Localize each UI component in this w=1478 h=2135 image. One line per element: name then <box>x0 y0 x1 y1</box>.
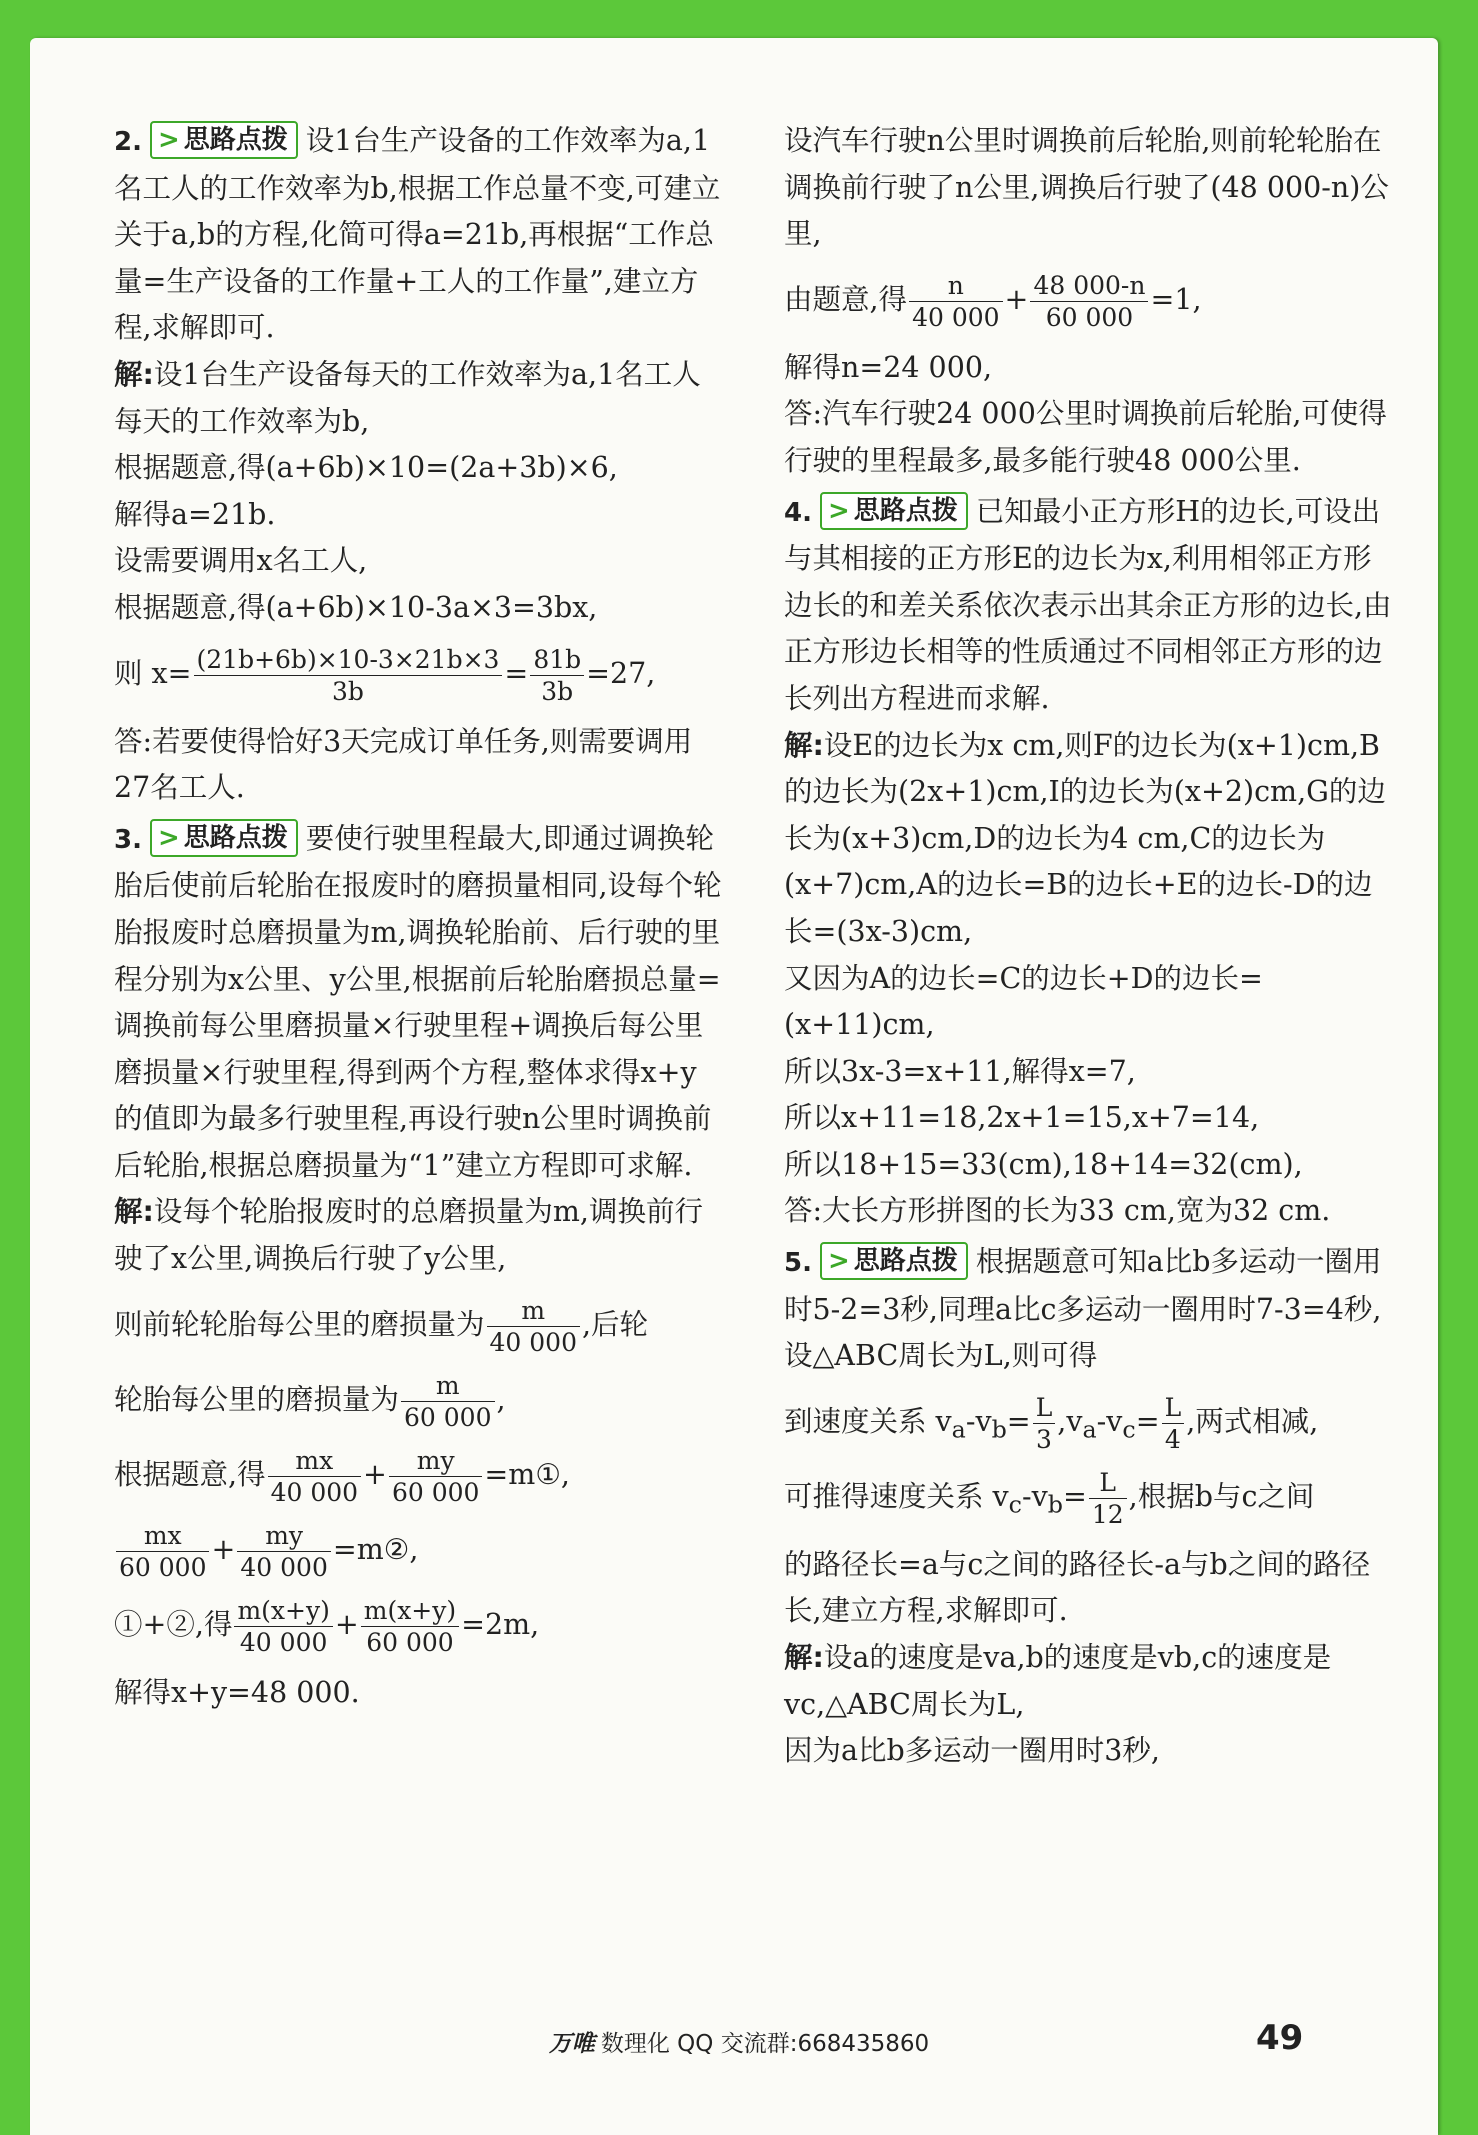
fraction: $\frac{L}{3}$ <box>1033 1392 1056 1455</box>
solution-line: 设每个轮胎报废时的总磨损量为m,调换前行驶了x公里,调换后行驶了y公里, <box>114 1195 703 1276</box>
answer-line: 答:若要使得恰好3天完成订单任务,则需要调用27名工人. <box>114 724 693 805</box>
fraction: $\frac{n}{40 000}$ <box>909 270 1002 333</box>
solution-line: 因为a比b多运动一圈用时3秒, <box>784 1734 1160 1768</box>
fraction-line: 则前轮轮胎每公里的磨损量为 $\frac{m}{40 000}$ ,后轮 <box>114 1295 649 1357</box>
fraction: $\frac{(21b+6b)\times 10-3\times 21b\times 3}{3b}$ <box>194 644 503 707</box>
solve-label: 解: <box>784 1641 824 1675</box>
fraction: $\frac{48 000-n}{60 000}$ <box>1030 270 1148 333</box>
left-column <box>114 118 724 1720</box>
fraction: $\frac{my}{40 000}$ <box>237 1520 330 1583</box>
solution-line: 根据题意,得(a+6b)×10=(2a+3b)×6, <box>114 451 618 485</box>
fraction: $\frac{my}{60 000}$ <box>389 1445 482 1508</box>
brand-logo: 万唯 <box>548 2031 595 2057</box>
problem-number: 5. <box>784 1248 812 1279</box>
solution-line: 设a的速度是va,b的速度是vb,c的速度是vc,△ABC周长为L, <box>784 1641 1332 1721</box>
fraction: $\frac{mx}{40 000}$ <box>268 1445 361 1508</box>
fraction-line: 轮胎每公里的磨损量为 $\frac{m}{60 000}$ , <box>114 1370 506 1432</box>
problem-2 <box>114 118 724 812</box>
solution-line: 解得x+y=48 000. <box>114 1675 360 1709</box>
fraction-line: 到速度关系 $v_a-v_b=$ $\frac{L}{3}$ $,v_a-v_c=$ $\frac{L}{4}$ ,两式相减, <box>784 1392 1319 1454</box>
fraction: $\frac{mx}{60 000}$ <box>116 1520 209 1583</box>
tip-text: 的路径长=a与c之间的路径长-a与b之间的路径长,建立方程,求解即可. <box>784 1547 1371 1628</box>
problem-3-continued <box>784 118 1398 485</box>
problem-number: 4. <box>784 497 812 528</box>
solution-line: 设1台生产设备每天的工作效率为a,1名工人每天的工作效率为b, <box>114 357 701 438</box>
problem-number: 2. <box>114 127 142 157</box>
solution-line: 所以3x-3=x+11,解得x=7, <box>784 1054 1136 1088</box>
answer-line: 答:汽车行驶24 000公里时调换前后轮胎,可使得行驶的里程最多,最多能行驶48 000公里. <box>784 397 1387 477</box>
chevron-right-icon: > <box>827 495 850 526</box>
solve-label: 解: <box>114 1195 154 1229</box>
answer-line: 答:大长方形拼图的长为33 cm,宽为32 cm. <box>784 1194 1331 1228</box>
problem-5 <box>784 1239 1398 1775</box>
right-column <box>784 118 1398 1779</box>
fraction: $\frac{m}{40 000}$ <box>487 1295 580 1358</box>
tip-badge: > 思路点拨 <box>150 819 298 857</box>
tip-text: 已知最小正方形H的边长,可设出与其相接的正方形E的边长为x,利用相邻正方形边长的和差关系依次表示出其余正方形的边长,由正方形边长相等的性质通过不同相邻正方形的边长列出方程进而求解. <box>784 494 1392 715</box>
footer-text: 数理化 QQ 交流群:668435860 <box>600 2031 930 2057</box>
solution-line: 所以18+15=33(cm),18+14=32(cm), <box>784 1147 1303 1181</box>
fraction: $\frac{m(x+y)}{60 000}$ <box>361 1595 459 1658</box>
problem-number: 3. <box>114 824 142 855</box>
fraction: $\frac{81b}{3b}$ <box>530 644 584 707</box>
chevron-right-icon: > <box>827 1246 850 1277</box>
fraction-line: $\frac{mx}{60 000}$ + $\frac{my}{40 000}$ =m②, <box>114 1520 724 1583</box>
chevron-right-icon: > <box>157 822 180 853</box>
tip-text: 根据题意可知a比b多运动一圈用时5-2=3秒,同理a比c多运动一圈用时7-3=4秒,设△ABC周长为L,则可得 <box>784 1245 1382 1373</box>
tip-text: 设1台生产设备的工作效率为a,1名工人的工作效率为b,根据工作总量不变,可建立关于a,b的方程,化简可得a=21b,再根据“工作总量=生产设备的工作量+工人的工作量”,建立方程,求解即可. <box>114 124 721 345</box>
tip-badge: > 思路点拨 <box>150 121 298 159</box>
chevron-right-icon: > <box>157 125 180 155</box>
solution-line: 设E的边长为x cm,则F的边长为(x+1)cm,B的边长为(2x+1)cm,I的边长为(x+2)cm,G的边长为(x+3)cm,D的边长为4 cm,C的边长为(x+7)cm,A的边长=B的边长+E的边长-D的边长=(3x-3)cm, <box>784 728 1386 948</box>
fraction: $\frac{m}{60 000}$ <box>401 1370 494 1433</box>
problem-3 <box>114 816 724 1717</box>
solution-line: 解得n=24 000, <box>784 350 993 384</box>
page-number: 49 <box>1256 2018 1304 2058</box>
solution-line: 所以x+11=18,2x+1=15,x+7=14, <box>784 1101 1260 1135</box>
fraction: $\frac{m(x+y)}{40 000}$ <box>234 1595 332 1658</box>
fraction: $\frac{L}{12}$ <box>1089 1467 1127 1530</box>
fraction: $\frac{L}{4}$ <box>1162 1392 1185 1455</box>
solution-line: 又因为A的边长=C的边长+D的边长=(x+11)cm, <box>784 961 1263 1042</box>
solution-line: 设汽车行驶n公里时调换前后轮胎,则前轮轮胎在调换前行驶了n公里,调换后行驶了(48 000-n)公里, <box>784 124 1389 251</box>
tip-text: 要使行驶里程最大,即通过调换轮胎后使前后轮胎在报废时的磨损量相同,设每个轮胎报废时总磨损量为m,调换轮胎前、后行驶的里程分别为x公里、y公里,根据前后轮胎磨损总量=调换前每公里磨损量×行驶里程+调换后每公里磨损量×行驶里程,得到两个方程,整体求得x+y的值即为最多行驶里程,再设行驶n公里时调换前后轮胎,根据总磨损量为“1”建立方程即可求解. <box>114 821 722 1182</box>
fraction-line: 则 x= $\frac{(21b+6b)\times 10-3\times 21b\times 3}{3b}$ = $\frac{81b}{3b}$ =27, <box>114 644 656 706</box>
solution-line: 设需要调用x名工人, <box>114 544 368 578</box>
solve-label: 解: <box>114 357 154 391</box>
solution-line: 根据题意,得(a+6b)×10-3a×3=3bx, <box>114 590 598 624</box>
fraction-line: 根据题意,得 $\frac{mx}{40 000}$ + $\frac{my}{60 000}$ =m①, <box>114 1445 570 1507</box>
solve-label: 解: <box>784 728 824 762</box>
fraction-line: 可推得速度关系 $v_c-v_b=$ $\frac{L}{12}$ ,根据b与c之间 <box>784 1467 1315 1529</box>
tip-badge: > 思路点拨 <box>820 1242 968 1280</box>
problem-4 <box>784 489 1398 1236</box>
fraction-line: 由题意,得 $\frac{n}{40 000}$ + $\frac{48 000-n}{60 000}$ =1, <box>784 270 1202 332</box>
tip-badge: > 思路点拨 <box>820 492 968 530</box>
solution-line: 解得a=21b. <box>114 497 276 531</box>
fraction-line: ①+②,得 $\frac{m(x+y)}{40 000}$ + $\frac{m(x+y)}{60 000}$ =2m, <box>114 1595 540 1657</box>
page-sheet <box>30 38 1438 2135</box>
